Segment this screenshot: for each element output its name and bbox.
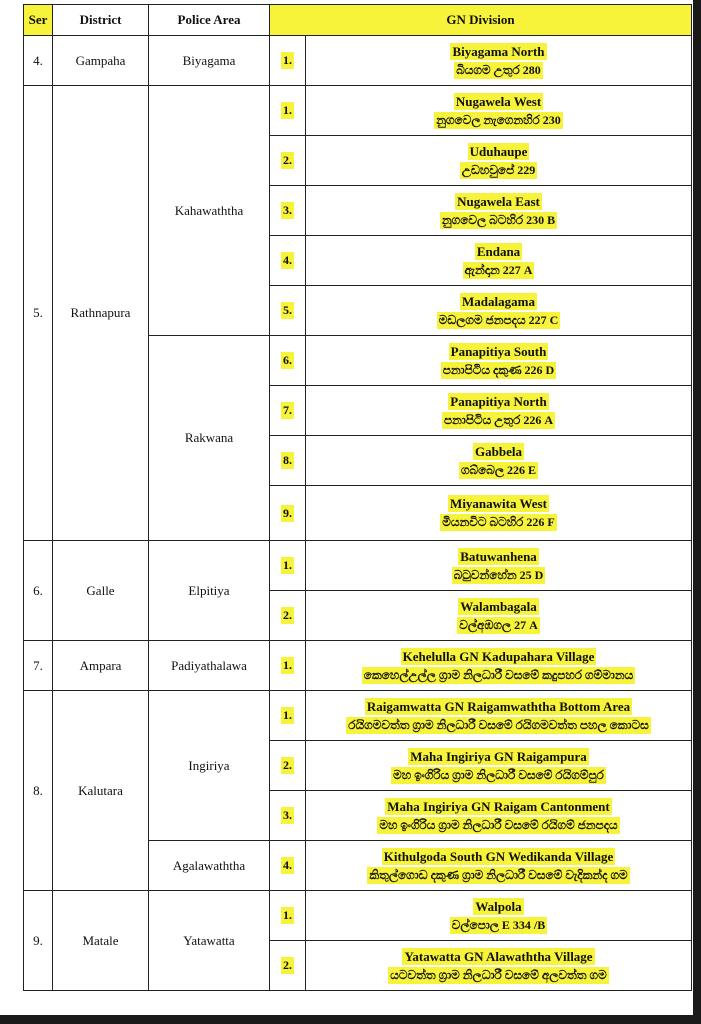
gn-number: 1.	[283, 908, 292, 922]
table-row	[24, 86, 692, 136]
gn-name-si: පනාපිටිය දකුණ 226 D	[442, 362, 555, 377]
gn-division-cell	[306, 641, 692, 691]
gn-name-si: කෙහෙල්උල්ල ග්‍රාම නිලධාරී වසමේ කදුපහර ගම්මානය	[363, 667, 634, 682]
gn-number-cell	[270, 541, 306, 591]
gn-name-en: Madalagama	[462, 293, 535, 309]
table-row	[24, 891, 692, 941]
gn-number: 4.	[283, 858, 292, 872]
table-row	[24, 641, 692, 691]
gn-name-si: බියගම උතුර 280	[456, 62, 541, 77]
gn-name-en: Endana	[476, 243, 521, 259]
gn-number-cell	[270, 286, 306, 336]
gn-number-cell	[270, 136, 306, 186]
gn-division-cell	[306, 86, 692, 136]
gn-number-cell	[270, 791, 306, 841]
gn-name-en: Nugawela East	[457, 193, 540, 209]
gn-name-en: Kithulgoda South GN Wedikanda Village	[383, 848, 614, 864]
gn-name-en: Walambagala	[460, 598, 537, 614]
gn-name-en: Miyanawita West	[450, 496, 547, 511]
gn-name-si: ඇන්දාන 227 A	[464, 262, 533, 277]
header-row	[24, 5, 692, 36]
gn-number: 9.	[283, 505, 292, 520]
gn-name-si: මඩලගම ජනපදය 227 C	[438, 312, 559, 327]
gn-number-cell	[270, 386, 306, 436]
gn-number: 4.	[283, 253, 292, 267]
gn-name-si: යටවත්ත ග්‍රාම නිලධාරී වසමේ අලවත්ත ගම	[390, 967, 607, 982]
gn-name-en: Maha Ingiriya GN Raigampura	[410, 748, 587, 764]
gn-division-cell	[306, 891, 692, 941]
gn-number: 3.	[283, 808, 292, 822]
gn-name-en: Kehelulla GN Kadupahara Village	[402, 648, 595, 664]
police-area-cell: Rakwana	[149, 336, 270, 541]
table-row	[24, 36, 692, 86]
gn-division-cell	[306, 841, 692, 891]
page-edge-right	[693, 0, 701, 1024]
gn-name-en: Gabbela	[475, 443, 522, 459]
district-cell: Kalutara	[53, 691, 149, 891]
gn-name-en: Panapitiya South	[450, 343, 547, 359]
ser-cell: 8.	[24, 691, 53, 891]
gn-number: 3.	[283, 203, 292, 217]
gn-number: 2.	[283, 608, 292, 622]
page-edge-bottom	[0, 1015, 701, 1024]
police-area-cell: Agalawaththa	[149, 841, 270, 891]
gn-number: 2.	[283, 958, 292, 972]
gn-number-cell	[270, 486, 306, 541]
gn-name-si: බටුවන්හේන 25 D	[453, 567, 544, 582]
gn-number-cell	[270, 36, 306, 86]
gn-number-cell	[270, 186, 306, 236]
gn-number-cell	[270, 86, 306, 136]
gn-name-en: Maha Ingiriya GN Raigam Cantonment	[387, 798, 610, 814]
gn-name-si: මියනවිට බටහිර 226 F	[442, 515, 555, 529]
ser-cell: 4.	[24, 36, 53, 86]
gn-name-en: Uduhaupe	[469, 143, 528, 159]
gn-division-cell	[306, 691, 692, 741]
ser-cell: 9.	[24, 891, 53, 991]
gn-number-cell	[270, 891, 306, 941]
gn-name-si: නුගවෙල බටහිර 230 B	[441, 212, 556, 227]
gn-division-cell	[306, 36, 692, 86]
gn-division-cell	[306, 386, 692, 436]
header-district: District	[53, 5, 149, 36]
gn-division-table	[23, 4, 692, 991]
gn-number: 2.	[283, 758, 292, 772]
gn-division-cell	[306, 136, 692, 186]
gn-name-si: උඩහවුපේ 229	[461, 162, 536, 177]
gn-name-en: Batuwanhena	[460, 548, 537, 564]
police-area-cell: Yatawatta	[149, 891, 270, 991]
gn-division-cell	[306, 486, 692, 541]
district-cell: Rathnapura	[53, 86, 149, 541]
gn-number-cell	[270, 841, 306, 891]
gn-name-en: Raigamwatta GN Raigamwaththa Bottom Area	[366, 698, 631, 714]
gn-number-cell	[270, 941, 306, 991]
gn-division-cell	[306, 741, 692, 791]
gn-number: 1.	[283, 53, 292, 67]
gn-division-cell	[306, 236, 692, 286]
gn-division-cell	[306, 941, 692, 991]
gn-number: 1.	[283, 558, 292, 572]
gn-number: 1.	[283, 103, 292, 117]
gn-number-cell	[270, 591, 306, 641]
table-row	[24, 541, 692, 591]
gn-name-si: පනාපිටිය උතුර 226 A	[444, 412, 554, 427]
gn-name-si: රයිගමවත්ත ග්‍රාම නිලධාරී වසමේ රයිගමවත්ත පහල කොටස	[348, 717, 649, 732]
gn-name-si: වල්අඹගල 27 A	[459, 617, 538, 632]
gn-name-en: Panapitiya North	[450, 393, 547, 409]
gn-name-si: නුගවෙල නැගෙනහිර 230	[436, 112, 561, 127]
gn-division-cell	[306, 591, 692, 641]
police-area-cell: Biyagama	[149, 36, 270, 86]
gn-number-cell	[270, 436, 306, 486]
gn-name-en: Yatawatta GN Alawaththa Village	[404, 948, 593, 964]
gn-name-en: Walpola	[475, 898, 522, 914]
gn-number: 2.	[283, 153, 292, 167]
gn-name-si: කිතුල්ගොඩ දකුණ ග්‍රාම නිලධාරී වසමේ වැදිකන්ද ගම	[369, 867, 628, 882]
gn-number-cell	[270, 641, 306, 691]
gn-division-cell	[306, 286, 692, 336]
ser-cell: 6.	[24, 541, 53, 641]
gn-name-si: මහ ඉංගිරිය ග්‍රාම නිලධාරී වසමේ රයිගම් ජනපදය	[379, 817, 618, 832]
police-area-cell: Elpitiya	[149, 541, 270, 641]
district-cell: Ampara	[53, 641, 149, 691]
page-margin-left	[0, 0, 18, 1024]
gn-number: 1.	[283, 658, 292, 672]
header-ser: Ser	[24, 5, 53, 36]
gn-division-cell	[306, 541, 692, 591]
district-cell: Gampaha	[53, 36, 149, 86]
gn-name-si: ගබ්බෙල 226 E	[460, 462, 537, 477]
gn-number: 7.	[283, 403, 292, 417]
gn-division-cell	[306, 336, 692, 386]
gn-name-si: වල්පොල E 334 /B	[451, 917, 546, 932]
ser-cell: 7.	[24, 641, 53, 691]
gn-name-en: Nugawela West	[455, 93, 542, 109]
header-police-area: Police Area	[149, 5, 270, 36]
gn-number-cell	[270, 236, 306, 286]
gn-division-cell	[306, 186, 692, 236]
district-cell: Galle	[53, 541, 149, 641]
table-row	[24, 691, 692, 741]
police-area-cell: Padiyathalawa	[149, 641, 270, 691]
district-cell: Matale	[53, 891, 149, 991]
gn-number-cell	[270, 741, 306, 791]
gn-number: 5.	[283, 303, 292, 317]
ser-cell: 5.	[24, 86, 53, 541]
gn-number: 1.	[283, 708, 292, 722]
header-gn-division: GN Division	[270, 5, 692, 36]
gn-number-cell	[270, 336, 306, 386]
gn-name-en: Biyagama North	[452, 43, 545, 59]
gn-number-cell	[270, 691, 306, 741]
gn-number: 6.	[283, 353, 292, 367]
police-area-cell: Ingiriya	[149, 691, 270, 841]
gn-name-si: මහ ඉංගිරිය ග්‍රාම නිලධාරී වසමේ රයිගම්පුර	[393, 767, 604, 782]
police-area-cell: Kahawaththa	[149, 86, 270, 336]
gn-division-cell	[306, 436, 692, 486]
gn-division-cell	[306, 791, 692, 841]
gn-number: 8.	[283, 453, 292, 467]
